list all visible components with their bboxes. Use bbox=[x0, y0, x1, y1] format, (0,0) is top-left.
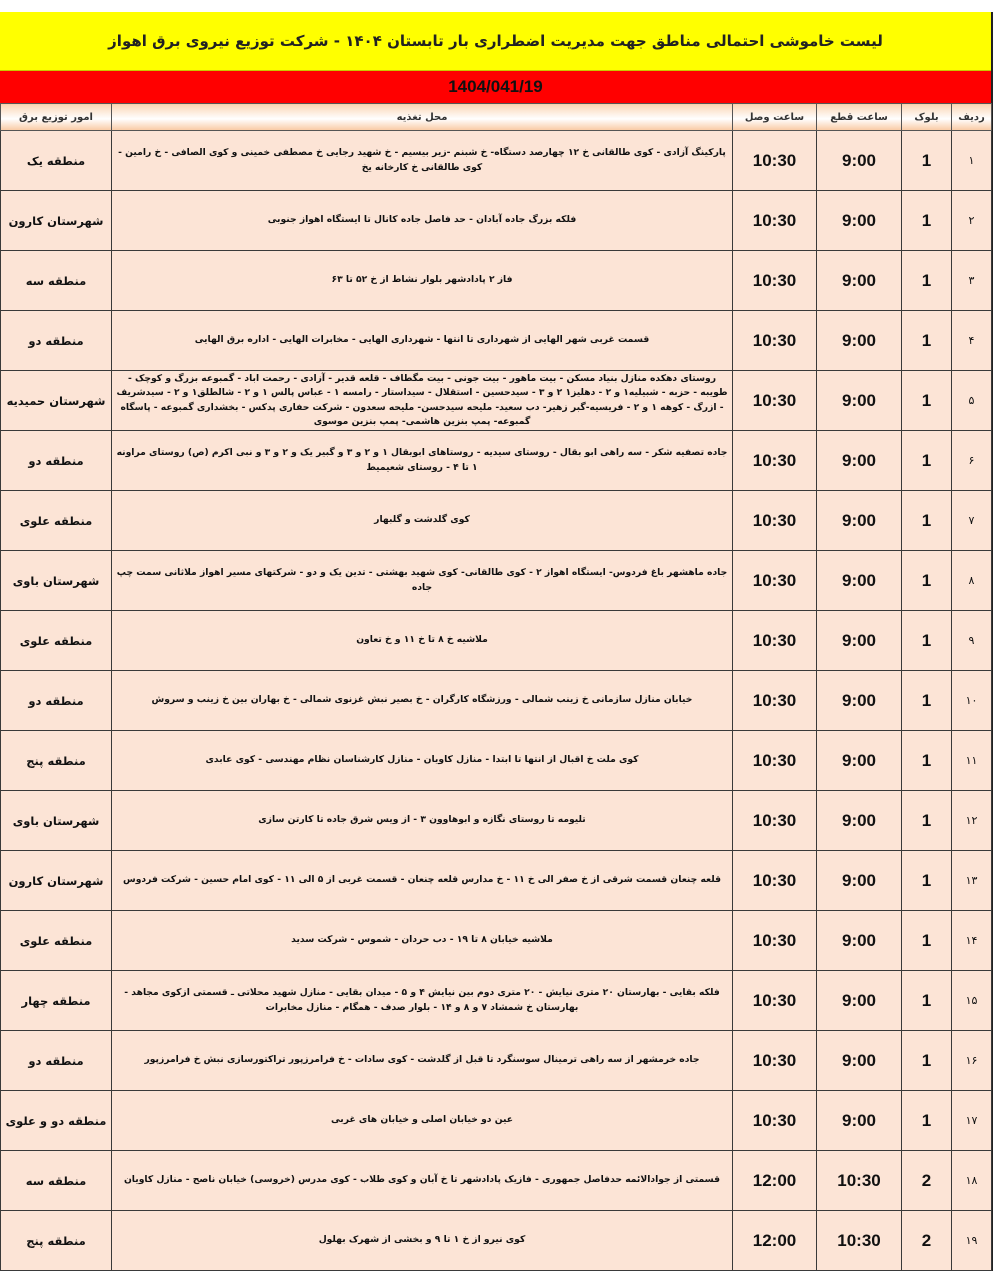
connect-time: 10:30 bbox=[733, 731, 817, 791]
block-number: 1 bbox=[902, 851, 952, 911]
row-number: ۴ bbox=[952, 311, 992, 371]
feed-location: عین دو خیابان اصلی و خیابان های غربی bbox=[112, 1091, 733, 1151]
feed-location: جاده خرمشهر از سه راهی ترمینال سوسنگرد تا قبل از گلدشت - کوی سادات - خ فرامرزپور تراکتورسازی نبش خ فرامرزپور bbox=[112, 1031, 733, 1091]
feed-location: قلعه چنعان قسمت شرقی از خ صفر الی خ ۱۱ - خ مدارس قلعه چنعان - قسمت غربی از ۵ الی ۱۱ - کوی امام حسین - شرکت فردوس bbox=[112, 851, 733, 911]
block-number: 1 bbox=[902, 491, 952, 551]
cut-time: 9:00 bbox=[817, 911, 902, 971]
col-header-location: محل تغذیه bbox=[112, 104, 733, 131]
row-number: ۱۸ bbox=[952, 1151, 992, 1211]
cut-time: 9:00 bbox=[817, 671, 902, 731]
connect-time: 10:30 bbox=[733, 1091, 817, 1151]
cut-time: 10:30 bbox=[817, 1211, 902, 1271]
row-number: ۳ bbox=[952, 251, 992, 311]
distribution-district: شهرستان کارون bbox=[1, 851, 112, 911]
row-number: ۱۱ bbox=[952, 731, 992, 791]
distribution-district: منطقه دو و علوی bbox=[1, 1091, 112, 1151]
feed-location: جاده ماهشهر باغ فردوس- ایستگاه اهواز ۲ - کوی طالقانی- کوی شهید بهشتی - تدین یک و دو - شرکتهای مسیر اهواز ملاثانی سمت چپ جاده bbox=[112, 551, 733, 611]
distribution-district: شهرستان حمیدیه bbox=[1, 371, 112, 431]
table-row bbox=[1, 311, 992, 371]
table-row bbox=[1, 971, 992, 1031]
row-number: ۱۳ bbox=[952, 851, 992, 911]
col-header-connect-time: ساعت وصل bbox=[733, 104, 817, 131]
connect-time: 10:30 bbox=[733, 911, 817, 971]
block-number: 1 bbox=[902, 911, 952, 971]
row-number: ۱۷ bbox=[952, 1091, 992, 1151]
table-row bbox=[1, 1211, 992, 1271]
table-row bbox=[1, 191, 992, 251]
distribution-district: منطقه دو bbox=[1, 311, 112, 371]
row-number: ۱۵ bbox=[952, 971, 992, 1031]
distribution-district: منطقه پنج bbox=[1, 1211, 112, 1271]
distribution-district: منطقه سه bbox=[1, 251, 112, 311]
cut-time: 9:00 bbox=[817, 491, 902, 551]
row-number: ۱ bbox=[952, 131, 992, 191]
feed-location: قسمتی از جوادالائمه حدفاصل جمهوری - فازیک پادادشهر تا خ آبان و کوی طلاب - کوی مدرس (خروسی) خیابان ناصح - منازل کاویان bbox=[112, 1151, 733, 1211]
table-row bbox=[1, 551, 992, 611]
cut-time: 9:00 bbox=[817, 371, 902, 431]
distribution-district: منطقه پنج bbox=[1, 731, 112, 791]
table-row bbox=[1, 791, 992, 851]
date-label: 1404/041/19 bbox=[448, 77, 543, 96]
block-number: 1 bbox=[902, 371, 952, 431]
distribution-district: شهرستان کارون bbox=[1, 191, 112, 251]
col-header-cut-time: ساعت قطع bbox=[817, 104, 902, 131]
block-number: 1 bbox=[902, 1031, 952, 1091]
cut-time: 9:00 bbox=[817, 191, 902, 251]
row-number: ۶ bbox=[952, 431, 992, 491]
distribution-district: شهرستان باوی bbox=[1, 791, 112, 851]
cut-time: 9:00 bbox=[817, 731, 902, 791]
table-row bbox=[1, 731, 992, 791]
table-header-row bbox=[1, 104, 992, 131]
page-title: لیست خاموشی احتمالی مناطق جهت مدیریت اضطراری بار تابستان ۱۴۰۴ - شرکت توزیع نیروی برق اهواز bbox=[108, 32, 883, 50]
cut-time: 9:00 bbox=[817, 551, 902, 611]
block-number: 1 bbox=[902, 731, 952, 791]
connect-time: 10:30 bbox=[733, 971, 817, 1031]
connect-time: 10:30 bbox=[733, 671, 817, 731]
distribution-district: منطقه چهار bbox=[1, 971, 112, 1031]
block-number: 1 bbox=[902, 311, 952, 371]
cut-time: 9:00 bbox=[817, 971, 902, 1031]
feed-location: فلکه بزرگ جاده آبادان - حد فاصل جاده کانال تا ایستگاه اهواز جنوبی bbox=[112, 191, 733, 251]
outage-table bbox=[0, 103, 992, 1271]
table-row bbox=[1, 1031, 992, 1091]
block-number: 1 bbox=[902, 551, 952, 611]
table-row bbox=[1, 491, 992, 551]
table-row bbox=[1, 371, 992, 431]
title-bar bbox=[0, 12, 991, 71]
connect-time: 10:30 bbox=[733, 131, 817, 191]
col-header-district: امور توزیع برق bbox=[1, 104, 112, 131]
connect-time: 10:30 bbox=[733, 371, 817, 431]
cut-time: 9:00 bbox=[817, 131, 902, 191]
table-row bbox=[1, 671, 992, 731]
block-number: 1 bbox=[902, 431, 952, 491]
connect-time: 10:30 bbox=[733, 491, 817, 551]
distribution-district: منطقه دو bbox=[1, 431, 112, 491]
table-row bbox=[1, 911, 992, 971]
connect-time: 12:00 bbox=[733, 1151, 817, 1211]
row-number: ۲ bbox=[952, 191, 992, 251]
distribution-district: شهرستان باوی bbox=[1, 551, 112, 611]
block-number: 1 bbox=[902, 131, 952, 191]
feed-location: جاده تصفیه شکر - سه راهی ابو بقال - روستای سیدیه - روستاهای ابوبقال ۱ و ۲ و ۳ و گبیر یک و ۲ و ۳ و نبی اکرم (ص) روستای مراونه ۱ تا ۴ - روستای شعیمیط bbox=[112, 431, 733, 491]
cut-time: 9:00 bbox=[817, 431, 902, 491]
connect-time: 10:30 bbox=[733, 611, 817, 671]
connect-time: 10:30 bbox=[733, 311, 817, 371]
row-number: ۸ bbox=[952, 551, 992, 611]
feed-location: تلیومه تا روستای نگازه و ابوهاوون ۳ - از ویس شرق جاده تا کارتن سازی bbox=[112, 791, 733, 851]
table-row bbox=[1, 431, 992, 491]
feed-location: قسمت غربی شهر الهایی از شهرداری تا انتها - شهرداری الهایی - مخابرات الهایی - اداره برق الهایی bbox=[112, 311, 733, 371]
connect-time: 10:30 bbox=[733, 251, 817, 311]
row-number: ۱۰ bbox=[952, 671, 992, 731]
table-row bbox=[1, 251, 992, 311]
connect-time: 10:30 bbox=[733, 191, 817, 251]
table-row bbox=[1, 131, 992, 191]
row-number: ۹ bbox=[952, 611, 992, 671]
cut-time: 9:00 bbox=[817, 791, 902, 851]
row-number: ۷ bbox=[952, 491, 992, 551]
table-row bbox=[1, 1151, 992, 1211]
table-row bbox=[1, 851, 992, 911]
block-number: 1 bbox=[902, 191, 952, 251]
feed-location: فاز ۲ پادادشهر بلوار نشاط از خ ۵۲ تا ۶۳ bbox=[112, 251, 733, 311]
date-bar bbox=[0, 71, 991, 103]
feed-location: پارکینگ آزادی - کوی طالقانی خ ۱۲ چهارصد دستگاه- خ شبنم -زیر بیسیم - خ شهید رجایی خ مصطفی خمینی و کوی الصافی - خ رامین - کوی طالقانی خ کارخانه یخ bbox=[112, 131, 733, 191]
block-number: 1 bbox=[902, 1091, 952, 1151]
cut-time: 9:00 bbox=[817, 1031, 902, 1091]
distribution-district: منطقه دو bbox=[1, 1031, 112, 1091]
block-number: 1 bbox=[902, 671, 952, 731]
col-header-row: ردیف bbox=[952, 104, 992, 131]
distribution-district: منطقه علوی bbox=[1, 491, 112, 551]
feed-location: کوی ملت خ اقبال از انتها تا ابتدا - منازل کاویان - منازل کارشناسان نظام مهندسی - کوی عابدی bbox=[112, 731, 733, 791]
connect-time: 10:30 bbox=[733, 851, 817, 911]
cut-time: 9:00 bbox=[817, 1091, 902, 1151]
feed-location: روستای دهکده منازل بنیاد مسکن - بیت ماهور - بیت جونی - بیت مگطاف - قلعه قدیر - آزادی - رحمت اباد - گمبوعه بزرگ و کوچک - طویبه - حزبه - شبیلیه۱ و ۲ - دهلیز۱ ۲ و ۳ - سیدحسین - استقلال - سیداستار - رامسه ۱ - عباس پالس ۱ و ۲ - شالطلق۱ و ۲ - سیدشریف - ازرگ - کوهه ۱ و ۲ - فریسیه-گبر زهیر- دب سعید- ملیحه سیدحسن- ملیحه سعدون - شرکت حفاری پدکس - بخشداری گمبوعه - پاسگاه گمبوعه- پمپ بنزین هاشمی- پمپ بنزین موسوی bbox=[112, 371, 733, 431]
outage-sheet bbox=[0, 12, 993, 1271]
row-number: ۵ bbox=[952, 371, 992, 431]
distribution-district: منطقه یک bbox=[1, 131, 112, 191]
row-number: ۱۹ bbox=[952, 1211, 992, 1271]
feed-location: فلکه بقایی - بهارستان ۲۰ متری نیایش - ۲۰ متری دوم بین نیایش ۴ و ۵ - میدان بقایی - منازل شهید محلاتی ـ قسمتی ازکوی مجاهد - بهارستان خ شمشاد ۷ و ۸ و ۱۴ - بلوار صدف - همگام - منازل مخابرات bbox=[112, 971, 733, 1031]
cut-time: 9:00 bbox=[817, 851, 902, 911]
cut-time: 9:00 bbox=[817, 251, 902, 311]
distribution-district: منطقه علوی bbox=[1, 911, 112, 971]
feed-location: ملاشیه خ ۸ تا خ ۱۱ و خ تعاون bbox=[112, 611, 733, 671]
block-number: 1 bbox=[902, 971, 952, 1031]
block-number: 2 bbox=[902, 1151, 952, 1211]
block-number: 1 bbox=[902, 611, 952, 671]
block-number: 1 bbox=[902, 251, 952, 311]
block-number: 1 bbox=[902, 791, 952, 851]
feed-location: کوی گلدشت و گلبهار bbox=[112, 491, 733, 551]
connect-time: 10:30 bbox=[733, 1031, 817, 1091]
cut-time: 9:00 bbox=[817, 311, 902, 371]
block-number: 2 bbox=[902, 1211, 952, 1271]
cut-time: 10:30 bbox=[817, 1151, 902, 1211]
table-row bbox=[1, 1091, 992, 1151]
connect-time: 10:30 bbox=[733, 791, 817, 851]
col-header-block: بلوک bbox=[902, 104, 952, 131]
row-number: ۱۲ bbox=[952, 791, 992, 851]
connect-time: 10:30 bbox=[733, 551, 817, 611]
distribution-district: منطقه علوی bbox=[1, 611, 112, 671]
row-number: ۱۶ bbox=[952, 1031, 992, 1091]
distribution-district: منطقه سه bbox=[1, 1151, 112, 1211]
row-number: ۱۴ bbox=[952, 911, 992, 971]
feed-location: خیابان منازل سازمانی خ زینب شمالی - ورزشگاه کارگران - خ بصیر نبش غزنوی شمالی - خ بهاران بین خ زینب و سروش bbox=[112, 671, 733, 731]
cut-time: 9:00 bbox=[817, 611, 902, 671]
distribution-district: منطقه دو bbox=[1, 671, 112, 731]
connect-time: 10:30 bbox=[733, 431, 817, 491]
table-row bbox=[1, 611, 992, 671]
feed-location: کوی نیرو از خ ۱ تا ۹ و بخشی از شهرک بهلول bbox=[112, 1211, 733, 1271]
connect-time: 12:00 bbox=[733, 1211, 817, 1271]
feed-location: ملاشیه خیابان ۸ تا ۱۹ - دب حردان - شموس - شرکت سدید bbox=[112, 911, 733, 971]
